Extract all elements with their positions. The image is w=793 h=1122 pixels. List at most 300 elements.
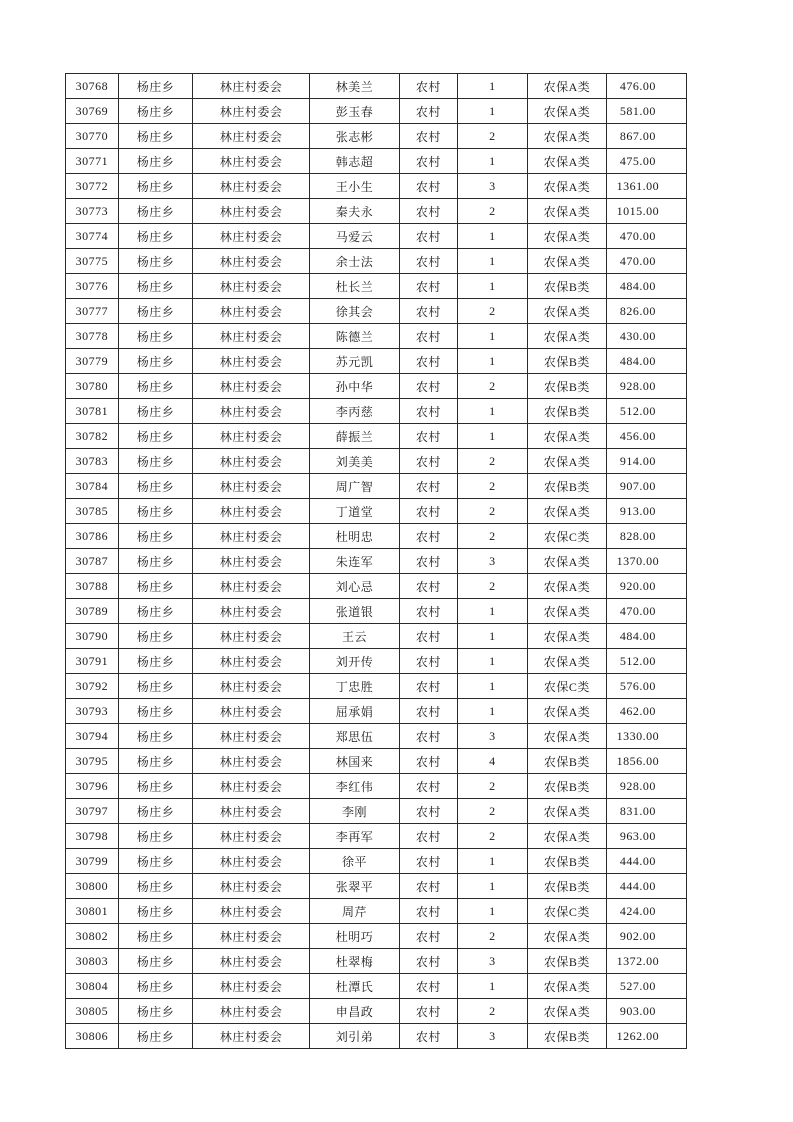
cell-record-id: 30768 — [66, 74, 119, 99]
cell-village-committee: 林庄村委会 — [193, 874, 310, 899]
cell-village-committee: 林庄村委会 — [193, 824, 310, 849]
cell-person-name: 杜明忠 — [310, 524, 400, 549]
cell-residence-type: 农村 — [400, 74, 458, 99]
cell-village-committee: 林庄村委会 — [193, 249, 310, 274]
cell-amount: 1330.00 — [606, 724, 686, 749]
cell-insurance-category: 农保B类 — [527, 349, 606, 374]
table-row — [66, 699, 687, 724]
cell-village-committee: 林庄村委会 — [193, 899, 310, 924]
cell-village-committee: 林庄村委会 — [193, 274, 310, 299]
benefits-table — [65, 73, 687, 1049]
cell-record-id: 30803 — [66, 949, 119, 974]
cell-record-id: 30802 — [66, 924, 119, 949]
cell-residence-type: 农村 — [400, 99, 458, 124]
cell-residence-type: 农村 — [400, 199, 458, 224]
cell-insurance-category: 农保A类 — [527, 999, 606, 1024]
cell-township-name: 杨庄乡 — [118, 474, 193, 499]
cell-residence-type: 农村 — [400, 374, 458, 399]
cell-residence-type: 农村 — [400, 724, 458, 749]
cell-village-committee: 林庄村委会 — [193, 924, 310, 949]
cell-person-name: 周广智 — [310, 474, 400, 499]
cell-insurance-category: 农保A类 — [527, 99, 606, 124]
cell-amount: 484.00 — [606, 624, 686, 649]
cell-township-name: 杨庄乡 — [118, 324, 193, 349]
cell-person-name: 李再军 — [310, 824, 400, 849]
cell-insurance-category: 农保B类 — [527, 849, 606, 874]
cell-village-committee: 林庄村委会 — [193, 774, 310, 799]
cell-township-name: 杨庄乡 — [118, 899, 193, 924]
cell-township-name: 杨庄乡 — [118, 224, 193, 249]
cell-insurance-category: 农保C类 — [527, 899, 606, 924]
cell-person-count: 2 — [457, 924, 527, 949]
cell-person-name: 朱连军 — [310, 549, 400, 574]
cell-person-count: 1 — [457, 224, 527, 249]
cell-person-name: 屈承娟 — [310, 699, 400, 724]
cell-village-committee: 林庄村委会 — [193, 99, 310, 124]
cell-record-id: 30773 — [66, 199, 119, 224]
cell-insurance-category: 农保B类 — [527, 399, 606, 424]
cell-amount: 512.00 — [606, 399, 686, 424]
cell-person-count: 2 — [457, 499, 527, 524]
cell-village-committee: 林庄村委会 — [193, 174, 310, 199]
cell-insurance-category: 农保A类 — [527, 499, 606, 524]
table-row — [66, 974, 687, 999]
cell-record-id: 30777 — [66, 299, 119, 324]
cell-person-name: 杜潭氏 — [310, 974, 400, 999]
cell-record-id: 30786 — [66, 524, 119, 549]
cell-residence-type: 农村 — [400, 749, 458, 774]
cell-village-committee: 林庄村委会 — [193, 399, 310, 424]
table-row — [66, 224, 687, 249]
cell-insurance-category: 农保A类 — [527, 249, 606, 274]
cell-person-count: 3 — [457, 549, 527, 574]
cell-amount: 444.00 — [606, 849, 686, 874]
cell-insurance-category: 农保A类 — [527, 549, 606, 574]
cell-record-id: 30789 — [66, 599, 119, 624]
cell-village-committee: 林庄村委会 — [193, 74, 310, 99]
cell-village-committee: 林庄村委会 — [193, 999, 310, 1024]
cell-person-count: 1 — [457, 899, 527, 924]
cell-amount: 928.00 — [606, 774, 686, 799]
table-row — [66, 249, 687, 274]
cell-insurance-category: 农保A类 — [527, 449, 606, 474]
cell-person-count: 1 — [457, 699, 527, 724]
cell-amount: 826.00 — [606, 299, 686, 324]
cell-person-count: 2 — [457, 199, 527, 224]
cell-amount: 907.00 — [606, 474, 686, 499]
cell-village-committee: 林庄村委会 — [193, 1024, 310, 1049]
cell-village-committee: 林庄村委会 — [193, 724, 310, 749]
cell-village-committee: 林庄村委会 — [193, 374, 310, 399]
cell-person-name: 张道银 — [310, 599, 400, 624]
cell-person-count: 1 — [457, 649, 527, 674]
cell-amount: 963.00 — [606, 824, 686, 849]
table-row — [66, 574, 687, 599]
cell-residence-type: 农村 — [400, 824, 458, 849]
cell-township-name: 杨庄乡 — [118, 349, 193, 374]
cell-township-name: 杨庄乡 — [118, 574, 193, 599]
cell-residence-type: 农村 — [400, 474, 458, 499]
cell-village-committee: 林庄村委会 — [193, 199, 310, 224]
cell-residence-type: 农村 — [400, 599, 458, 624]
table-body — [66, 74, 687, 1049]
cell-record-id: 30794 — [66, 724, 119, 749]
cell-insurance-category: 农保A类 — [527, 424, 606, 449]
cell-village-committee: 林庄村委会 — [193, 849, 310, 874]
cell-village-committee: 林庄村委会 — [193, 224, 310, 249]
cell-record-id: 30787 — [66, 549, 119, 574]
cell-township-name: 杨庄乡 — [118, 799, 193, 824]
cell-person-name: 丁忠胜 — [310, 674, 400, 699]
cell-insurance-category: 农保A类 — [527, 199, 606, 224]
cell-person-count: 3 — [457, 949, 527, 974]
cell-person-count: 1 — [457, 274, 527, 299]
cell-record-id: 30798 — [66, 824, 119, 849]
table-row — [66, 374, 687, 399]
cell-record-id: 30806 — [66, 1024, 119, 1049]
table-row — [66, 674, 687, 699]
cell-insurance-category: 农保A类 — [527, 649, 606, 674]
cell-person-count: 2 — [457, 449, 527, 474]
cell-township-name: 杨庄乡 — [118, 99, 193, 124]
cell-insurance-category: 农保B类 — [527, 274, 606, 299]
cell-record-id: 30800 — [66, 874, 119, 899]
cell-village-committee: 林庄村委会 — [193, 299, 310, 324]
cell-amount: 470.00 — [606, 249, 686, 274]
cell-person-count: 1 — [457, 249, 527, 274]
cell-record-id: 30780 — [66, 374, 119, 399]
table-row — [66, 399, 687, 424]
cell-person-name: 马爱云 — [310, 224, 400, 249]
table-row — [66, 899, 687, 924]
cell-insurance-category: 农保A类 — [527, 299, 606, 324]
table-row — [66, 874, 687, 899]
cell-person-count: 1 — [457, 149, 527, 174]
cell-amount: 831.00 — [606, 799, 686, 824]
cell-insurance-category: 农保A类 — [527, 324, 606, 349]
cell-township-name: 杨庄乡 — [118, 199, 193, 224]
cell-residence-type: 农村 — [400, 949, 458, 974]
cell-township-name: 杨庄乡 — [118, 174, 193, 199]
cell-person-name: 张翠平 — [310, 874, 400, 899]
cell-township-name: 杨庄乡 — [118, 774, 193, 799]
cell-village-committee: 林庄村委会 — [193, 424, 310, 449]
cell-person-name: 秦夫永 — [310, 199, 400, 224]
cell-residence-type: 农村 — [400, 224, 458, 249]
cell-insurance-category: 农保B类 — [527, 1024, 606, 1049]
cell-person-name: 张志彬 — [310, 124, 400, 149]
cell-person-name: 刘引弟 — [310, 1024, 400, 1049]
cell-village-committee: 林庄村委会 — [193, 449, 310, 474]
cell-village-committee: 林庄村委会 — [193, 524, 310, 549]
cell-person-name: 刘美美 — [310, 449, 400, 474]
cell-township-name: 杨庄乡 — [118, 624, 193, 649]
cell-person-name: 李刚 — [310, 799, 400, 824]
cell-person-count: 2 — [457, 524, 527, 549]
cell-insurance-category: 农保B类 — [527, 874, 606, 899]
cell-record-id: 30799 — [66, 849, 119, 874]
table-row — [66, 1024, 687, 1049]
cell-insurance-category: 农保A类 — [527, 174, 606, 199]
cell-amount: 928.00 — [606, 374, 686, 399]
cell-village-committee: 林庄村委会 — [193, 474, 310, 499]
table-row — [66, 599, 687, 624]
cell-residence-type: 农村 — [400, 549, 458, 574]
cell-person-count: 1 — [457, 99, 527, 124]
cell-insurance-category: 农保C类 — [527, 674, 606, 699]
cell-person-count: 2 — [457, 124, 527, 149]
cell-record-id: 30779 — [66, 349, 119, 374]
table-row — [66, 999, 687, 1024]
cell-residence-type: 农村 — [400, 774, 458, 799]
cell-township-name: 杨庄乡 — [118, 499, 193, 524]
cell-insurance-category: 农保A类 — [527, 799, 606, 824]
cell-residence-type: 农村 — [400, 1024, 458, 1049]
cell-record-id: 30770 — [66, 124, 119, 149]
cell-record-id: 30804 — [66, 974, 119, 999]
table-row — [66, 624, 687, 649]
cell-township-name: 杨庄乡 — [118, 949, 193, 974]
cell-amount: 512.00 — [606, 649, 686, 674]
cell-person-name: 薛振兰 — [310, 424, 400, 449]
cell-amount: 1361.00 — [606, 174, 686, 199]
cell-person-name: 杜长兰 — [310, 274, 400, 299]
cell-residence-type: 农村 — [400, 349, 458, 374]
cell-person-count: 3 — [457, 724, 527, 749]
cell-record-id: 30785 — [66, 499, 119, 524]
cell-amount: 484.00 — [606, 274, 686, 299]
cell-township-name: 杨庄乡 — [118, 924, 193, 949]
cell-township-name: 杨庄乡 — [118, 549, 193, 574]
cell-amount: 1015.00 — [606, 199, 686, 224]
cell-person-name: 丁道堂 — [310, 499, 400, 524]
cell-person-count: 1 — [457, 324, 527, 349]
cell-township-name: 杨庄乡 — [118, 649, 193, 674]
cell-insurance-category: 农保A类 — [527, 124, 606, 149]
table-row — [66, 524, 687, 549]
cell-person-count: 3 — [457, 174, 527, 199]
cell-amount: 470.00 — [606, 224, 686, 249]
cell-person-name: 李丙慈 — [310, 399, 400, 424]
cell-amount: 914.00 — [606, 449, 686, 474]
cell-amount: 576.00 — [606, 674, 686, 699]
cell-person-name: 徐平 — [310, 849, 400, 874]
table-row — [66, 724, 687, 749]
cell-township-name: 杨庄乡 — [118, 424, 193, 449]
cell-amount: 920.00 — [606, 574, 686, 599]
cell-insurance-category: 农保B类 — [527, 474, 606, 499]
cell-insurance-category: 农保C类 — [527, 524, 606, 549]
cell-township-name: 杨庄乡 — [118, 674, 193, 699]
table-row — [66, 149, 687, 174]
cell-village-committee: 林庄村委会 — [193, 599, 310, 624]
cell-amount: 424.00 — [606, 899, 686, 924]
cell-residence-type: 农村 — [400, 924, 458, 949]
cell-insurance-category: 农保B类 — [527, 374, 606, 399]
cell-residence-type: 农村 — [400, 524, 458, 549]
cell-person-name: 刘心忌 — [310, 574, 400, 599]
cell-township-name: 杨庄乡 — [118, 124, 193, 149]
cell-amount: 828.00 — [606, 524, 686, 549]
table-row — [66, 174, 687, 199]
cell-record-id: 30793 — [66, 699, 119, 724]
cell-residence-type: 农村 — [400, 274, 458, 299]
table-row — [66, 549, 687, 574]
cell-village-committee: 林庄村委会 — [193, 749, 310, 774]
table-row — [66, 749, 687, 774]
cell-person-count: 1 — [457, 624, 527, 649]
table-row — [66, 849, 687, 874]
cell-residence-type: 农村 — [400, 974, 458, 999]
cell-township-name: 杨庄乡 — [118, 449, 193, 474]
cell-record-id: 30781 — [66, 399, 119, 424]
cell-person-count: 1 — [457, 874, 527, 899]
cell-residence-type: 农村 — [400, 574, 458, 599]
table-row — [66, 499, 687, 524]
cell-record-id: 30791 — [66, 649, 119, 674]
cell-township-name: 杨庄乡 — [118, 299, 193, 324]
cell-residence-type: 农村 — [400, 399, 458, 424]
cell-village-committee: 林庄村委会 — [193, 149, 310, 174]
cell-village-committee: 林庄村委会 — [193, 624, 310, 649]
cell-township-name: 杨庄乡 — [118, 399, 193, 424]
cell-record-id: 30778 — [66, 324, 119, 349]
cell-township-name: 杨庄乡 — [118, 874, 193, 899]
cell-insurance-category: 农保A类 — [527, 574, 606, 599]
cell-insurance-category: 农保A类 — [527, 924, 606, 949]
cell-record-id: 30771 — [66, 149, 119, 174]
cell-amount: 462.00 — [606, 699, 686, 724]
cell-residence-type: 农村 — [400, 174, 458, 199]
table-row — [66, 99, 687, 124]
cell-amount: 1262.00 — [606, 1024, 686, 1049]
cell-amount: 475.00 — [606, 149, 686, 174]
table-row — [66, 649, 687, 674]
cell-person-name: 林美兰 — [310, 74, 400, 99]
table-row — [66, 299, 687, 324]
cell-township-name: 杨庄乡 — [118, 274, 193, 299]
cell-village-committee: 林庄村委会 — [193, 974, 310, 999]
cell-insurance-category: 农保A类 — [527, 74, 606, 99]
cell-person-count: 2 — [457, 374, 527, 399]
cell-person-count: 2 — [457, 999, 527, 1024]
cell-record-id: 30784 — [66, 474, 119, 499]
cell-person-count: 1 — [457, 349, 527, 374]
cell-residence-type: 农村 — [400, 799, 458, 824]
cell-residence-type: 农村 — [400, 874, 458, 899]
cell-insurance-category: 农保A类 — [527, 599, 606, 624]
cell-person-count: 1 — [457, 399, 527, 424]
cell-person-count: 2 — [457, 299, 527, 324]
cell-insurance-category: 农保A类 — [527, 824, 606, 849]
cell-village-committee: 林庄村委会 — [193, 549, 310, 574]
cell-amount: 1370.00 — [606, 549, 686, 574]
cell-township-name: 杨庄乡 — [118, 524, 193, 549]
cell-village-committee: 林庄村委会 — [193, 699, 310, 724]
table-row — [66, 349, 687, 374]
cell-residence-type: 农村 — [400, 449, 458, 474]
cell-insurance-category: 农保A类 — [527, 699, 606, 724]
cell-record-id: 30790 — [66, 624, 119, 649]
cell-person-count: 3 — [457, 1024, 527, 1049]
cell-amount: 444.00 — [606, 874, 686, 899]
cell-insurance-category: 农保B类 — [527, 774, 606, 799]
table-row — [66, 449, 687, 474]
cell-township-name: 杨庄乡 — [118, 999, 193, 1024]
cell-amount: 581.00 — [606, 99, 686, 124]
cell-person-name: 韩志超 — [310, 149, 400, 174]
table-row — [66, 199, 687, 224]
cell-record-id: 30796 — [66, 774, 119, 799]
cell-person-count: 2 — [457, 474, 527, 499]
cell-residence-type: 农村 — [400, 124, 458, 149]
cell-insurance-category: 农保B类 — [527, 949, 606, 974]
cell-residence-type: 农村 — [400, 424, 458, 449]
cell-person-name: 李红伟 — [310, 774, 400, 799]
cell-person-name: 苏元凯 — [310, 349, 400, 374]
cell-village-committee: 林庄村委会 — [193, 949, 310, 974]
cell-insurance-category: 农保B类 — [527, 749, 606, 774]
cell-township-name: 杨庄乡 — [118, 974, 193, 999]
cell-residence-type: 农村 — [400, 149, 458, 174]
cell-village-committee: 林庄村委会 — [193, 674, 310, 699]
cell-residence-type: 农村 — [400, 999, 458, 1024]
cell-person-count: 2 — [457, 574, 527, 599]
cell-residence-type: 农村 — [400, 624, 458, 649]
table-row — [66, 324, 687, 349]
cell-person-name: 林国来 — [310, 749, 400, 774]
table-row — [66, 799, 687, 824]
table-row — [66, 74, 687, 99]
cell-record-id: 30805 — [66, 999, 119, 1024]
cell-amount: 867.00 — [606, 124, 686, 149]
cell-amount: 1856.00 — [606, 749, 686, 774]
cell-person-count: 1 — [457, 424, 527, 449]
cell-residence-type: 农村 — [400, 849, 458, 874]
cell-residence-type: 农村 — [400, 324, 458, 349]
cell-record-id: 30772 — [66, 174, 119, 199]
table-row — [66, 774, 687, 799]
cell-village-committee: 林庄村委会 — [193, 124, 310, 149]
cell-person-name: 周芹 — [310, 899, 400, 924]
cell-township-name: 杨庄乡 — [118, 149, 193, 174]
cell-record-id: 30797 — [66, 799, 119, 824]
cell-township-name: 杨庄乡 — [118, 374, 193, 399]
cell-person-name: 刘开传 — [310, 649, 400, 674]
table-row — [66, 924, 687, 949]
cell-person-name: 申昌政 — [310, 999, 400, 1024]
cell-person-name: 杜明巧 — [310, 924, 400, 949]
cell-insurance-category: 农保A类 — [527, 224, 606, 249]
cell-amount: 527.00 — [606, 974, 686, 999]
cell-record-id: 30783 — [66, 449, 119, 474]
cell-record-id: 30775 — [66, 249, 119, 274]
cell-amount: 913.00 — [606, 499, 686, 524]
cell-amount: 902.00 — [606, 924, 686, 949]
cell-township-name: 杨庄乡 — [118, 249, 193, 274]
cell-person-count: 1 — [457, 74, 527, 99]
cell-amount: 476.00 — [606, 74, 686, 99]
cell-record-id: 30788 — [66, 574, 119, 599]
cell-insurance-category: 农保A类 — [527, 974, 606, 999]
cell-record-id: 30792 — [66, 674, 119, 699]
cell-person-name: 杜翠梅 — [310, 949, 400, 974]
cell-person-name: 郑思伍 — [310, 724, 400, 749]
cell-person-count: 1 — [457, 599, 527, 624]
cell-township-name: 杨庄乡 — [118, 1024, 193, 1049]
cell-person-name: 王云 — [310, 624, 400, 649]
cell-person-count: 2 — [457, 799, 527, 824]
